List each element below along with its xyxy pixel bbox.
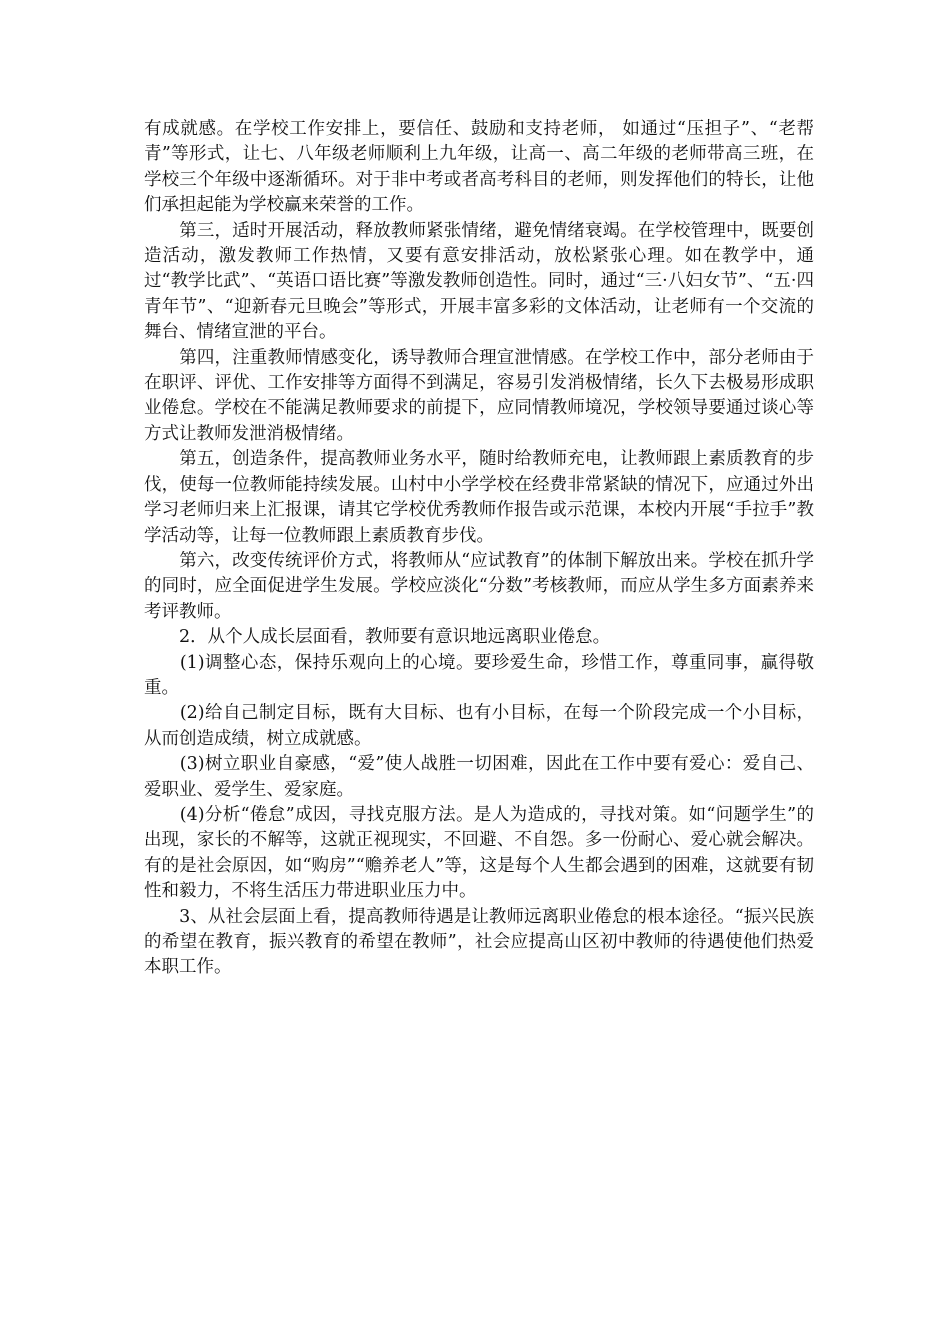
paragraph-item-2: (2)给自己制定目标，既有大目标、也有小目标，在每一个阶段完成一个小目标，从而创造成绩，树立成就感。 [144,703,814,749]
paragraph-fourth-measure: 第四，注重教师情感变化，诱导教师合理宣泄情感。在学校工作中，部分老师由于在职评、评优、工作安排等方面得不到满足，容易引发消极情绪，长久下去极易形成职业倦怠。学校在不能满足教师要求的前提下，应同情教师境况，学校领导要通过谈心等方式让教师发泄消极情绪。 [144,347,814,444]
paragraph-item-3: (3)树立职业自豪感，“爱”使人战胜一切困难，因此在工作中要有爱心：爱自己、爱职业、爱学生、爱家庭。 [144,754,814,800]
paragraph-continuation: 有成就感。在学校工作安排上，要信任、鼓励和支持老师， 如通过“压担子”、“老帮青”等形式，让七、八年级老师顺利上九年级，让高一、高二年级的老师带高三班，在学校三个年级中逐渐循环。对于非中考或者高考科目的老师，则发挥他们的特长，让他们承担起能为学校赢来荣誉的工作。 [144,119,814,216]
paragraph-item-4: (4)分析“倦怠”成因，寻找克服方法。是人为造成的，寻找对策。如“问题学生”的出现，家长的不解等，这就正视现实，不回避、不自怨。多一份耐心、爱心就会解决。有的是社会原因，如“购房”“赡养老人”等，这是每个人生都会遇到的困难，这就要有韧性和毅力，不将生活压力带进职业压力中。 [144,804,814,902]
section-heading-personal: 2．从个人成长层面看，教师要有意识地远离职业倦怠。 [144,627,611,648]
document-body [144,117,814,981]
paragraph-fifth-measure: 第五，创造条件，提高教师业务水平，随时给教师充电，让教师跟上素质教育的步伐，使每一位教师能持续发展。山村中小学学校在经费非常紧缺的情况下，应通过外出学习老师归来上汇报课，请其它学校优秀教师作报告或示范课，本校内开展“手拉手”教学活动等，让每一位教师跟上素质教育步伐。 [144,449,814,546]
section-social: 3、从社会层面上看，提高教师待遇是让教师远离职业倦怠的根本途径。“振兴民族的希望在教育，振兴教育的希望在教师”，社会应提高山区初中教师的待遇使他们热爱本职工作。 [144,906,814,978]
paragraph-third-measure: 第三，适时开展活动，释放教师紧张情绪，避免情绪衰竭。在学校管理中，既要创造活动，激发教师工作热情，又要有意安排活动，放松紧张心理。如在教学中，通过“教学比武”、“英语口语比赛”等激发教师创造性。同时，通过“三·八妇女节”、“五·四青年节”、“迎新春元旦晚会”等形式，开展丰富多彩的文体活动，让老师有一个交流的舞台、情绪宣泄的平台。 [144,220,814,343]
paragraph-sixth-measure: 第六，改变传统评价方式，将教师从“应试教育”的体制下解放出来。学校在抓升学的同时，应全面促进学生发展。学校应淡化“分数”考核教师，而应从学生多方面素养来考评教师。 [144,550,814,622]
paragraph-item-1: (1)调整心态，保持乐观向上的心境。要珍爱生命，珍惜工作，尊重同事，赢得敬重。 [144,652,814,698]
